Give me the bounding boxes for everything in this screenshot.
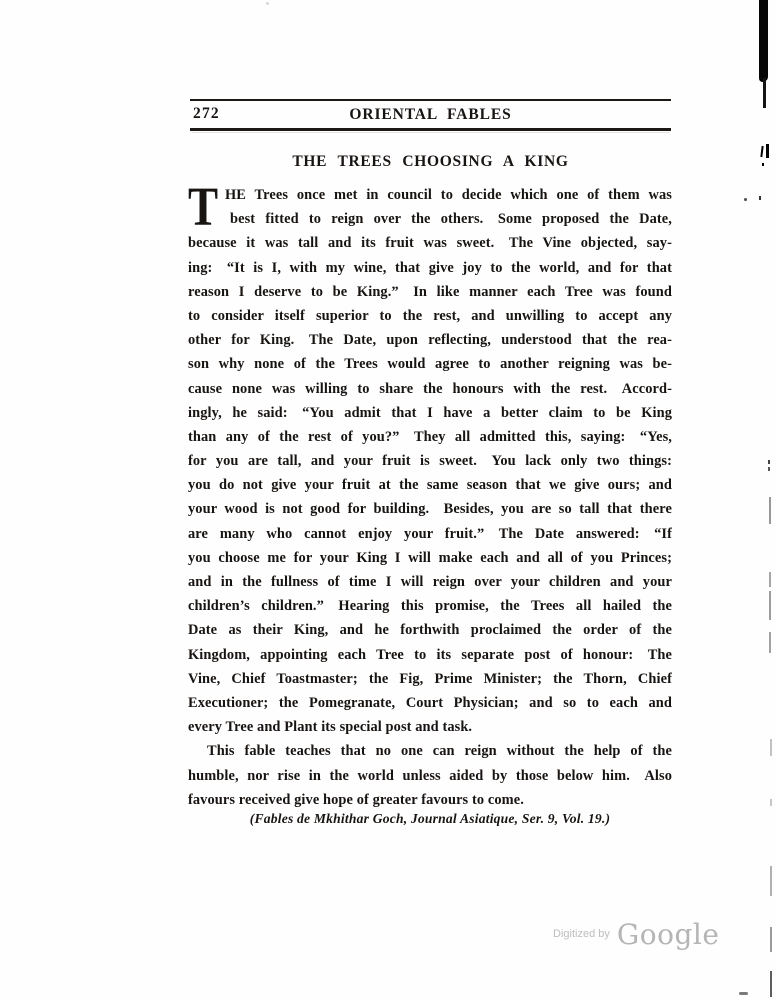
scan-artifact-tick	[766, 144, 769, 158]
digitized-by-watermark	[553, 915, 719, 953]
text-line: cause none was willing to share the honours with the rest. Accord-	[188, 380, 672, 397]
fable-paragraph-1	[188, 176, 672, 739]
scan-artifact-spine-bar	[759, 0, 768, 82]
text-line: HE Trees once met in council to decide which one of them was	[225, 187, 672, 203]
text-line: Executioner; the Pomegranate, Court Physician; and so to each and	[188, 694, 672, 711]
scan-artifact-edge-line	[770, 971, 772, 997]
text-line: ingly, he said: “You admit that I have a better claim to be King	[188, 404, 672, 421]
text-line: humble, nor rise in the world unless aided by those below him. Also	[188, 767, 672, 784]
scan-artifact-edge-line	[770, 866, 772, 896]
text-line: you choose me for your King I will make each and all of you Princes;	[188, 549, 672, 566]
text-line: for you are tall, and your fruit is sweet. You lack only two things:	[188, 453, 672, 470]
text-line: This fable teaches that no one can reign without the help of the	[207, 743, 672, 760]
text-line: best fitted to reign over the others. Some proposed the Date,	[230, 211, 672, 228]
header-row	[190, 101, 671, 128]
text-line: other for King. The Date, upon reflecting, understood that the rea-	[188, 332, 672, 349]
text-line: Vine, Chief Toastmaster; the Fig, Prime Minister; the Thorn, Chief	[188, 670, 672, 687]
running-head	[190, 99, 671, 131]
paragraph-1-lines	[188, 176, 672, 739]
text-line: ing: “It is I, with my wine, that give joy to the world, and for that	[188, 259, 672, 276]
text-line: children’s children.” Hearing this promise, the Trees all hailed the	[188, 598, 672, 615]
fable-paragraph-2	[188, 739, 672, 812]
source-citation: (Fables de Mkhithar Goch, Journal Asiatique, Ser. 9, Vol. 19.)	[249, 811, 611, 826]
scan-artifact-spine-tail	[763, 78, 766, 108]
scan-artifact-edge-line	[769, 572, 771, 587]
scan-artifact-edge-line	[769, 591, 771, 620]
scan-artifact-dot	[759, 196, 761, 200]
text-line: every Tree and Plant its special post and task.	[188, 719, 473, 736]
scan-artifact-edge-line	[770, 799, 772, 806]
drop-cap: T	[188, 176, 219, 237]
scan-artifact-dot	[762, 163, 764, 166]
text-line: reason I deserve to be King.” In like manner each Tree was found	[188, 283, 672, 300]
text-line: Kingdom, appointing each Tree to its separate post of honour: The	[188, 646, 672, 663]
scan-artifact-edge-line	[769, 497, 771, 524]
scan-artifact-speck	[744, 198, 747, 201]
text-line: to consider itself superior to the rest, and unwilling to accept any	[188, 307, 672, 324]
scan-artifact-dot	[768, 460, 770, 464]
scan-artifact-speck	[266, 2, 269, 5]
text-line: son why none of the Trees would agree to another reigning was be-	[188, 356, 672, 373]
scan-artifact-edge-line	[770, 739, 772, 756]
scan-artifact-edge-line	[769, 632, 771, 653]
text-line: because it was tall and its fruit was sweet. The Vine objected, say-	[188, 235, 672, 252]
text-line: Date as their King, and he forthwith proclaimed the order of the	[188, 622, 672, 639]
google-logo: Google	[616, 917, 720, 951]
page-number: 272	[193, 105, 220, 123]
running-title: ORIENTAL FABLES	[349, 105, 512, 123]
fable-title: THE TREES CHOOSING A KING	[292, 153, 569, 170]
text-line: and in the fullness of time I will reign over your children and your	[188, 574, 672, 590]
text-line: your wood is not good for building. Besides, you are so tall that there	[188, 501, 672, 518]
fable-body	[188, 176, 672, 812]
text-line: favours received give hope of greater favours to come.	[188, 791, 524, 808]
watermark-prefix-label: Digitized by	[553, 928, 610, 940]
paragraph-2-lines	[188, 739, 672, 812]
header-rule-bottom	[190, 128, 671, 131]
text-line: you do not give your fruit at the same season that we give ours; and	[188, 477, 672, 494]
text-line: are many who cannot enjoy your fruit.” The Date answered: “If	[188, 525, 672, 542]
scan-artifact-tick	[760, 146, 763, 157]
text-line: than any of the rest of you?” They all admitted this, saying: “Yes,	[188, 428, 672, 445]
scan-artifact-dash	[739, 992, 748, 995]
scan-artifact-edge-line	[770, 927, 772, 952]
